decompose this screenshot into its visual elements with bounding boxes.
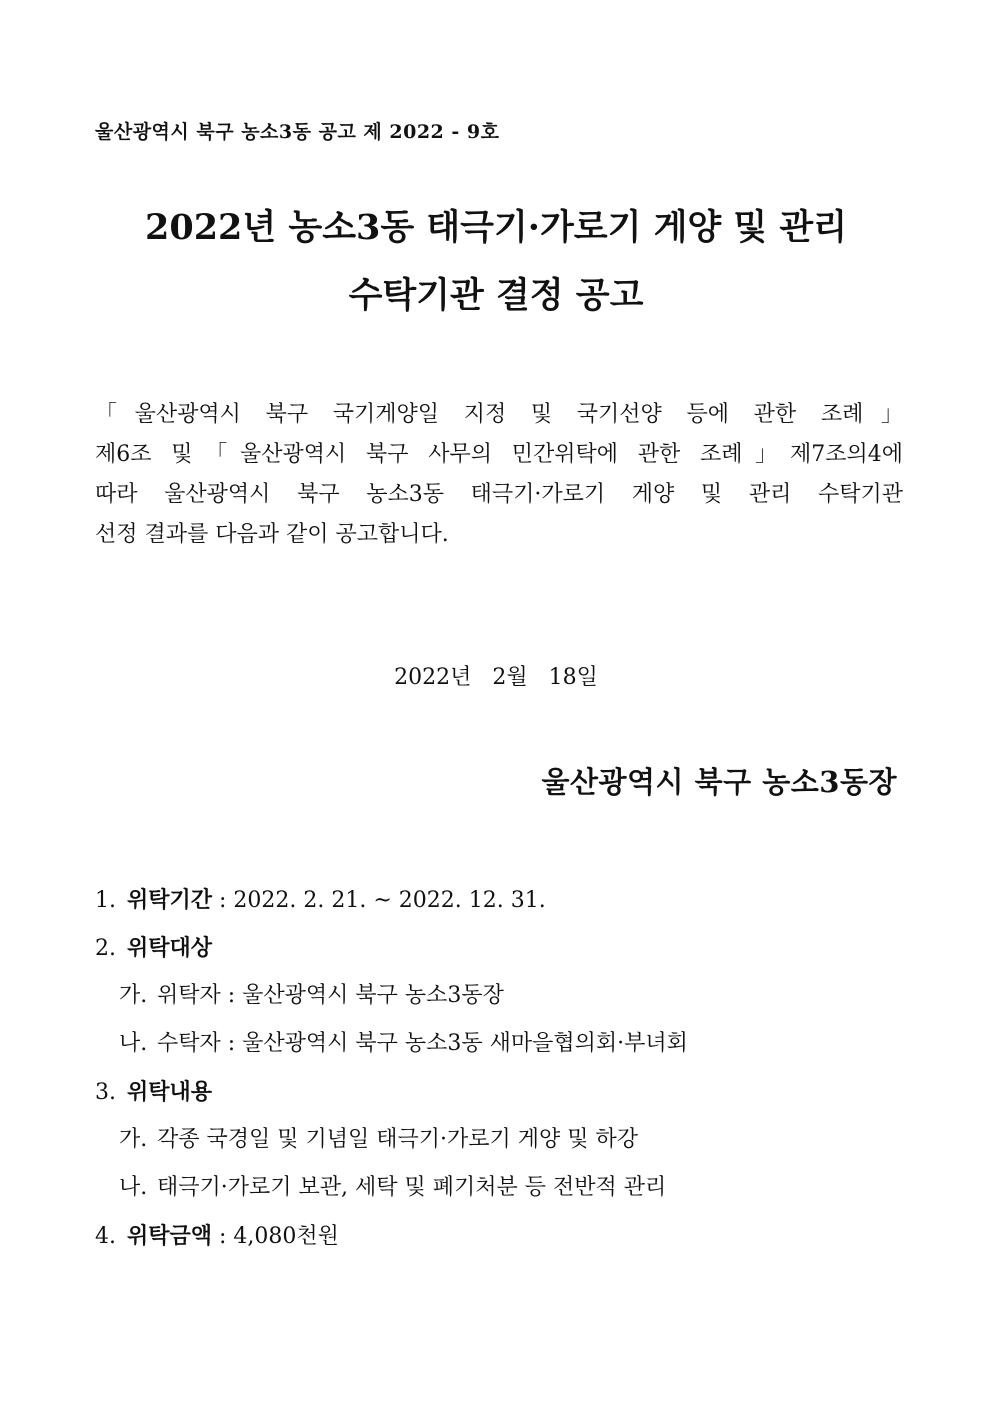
page-title-line-1: 2022년 농소3동 태극기·가로기 게양 및 관리 [144,207,848,248]
item-value: : 2022. 2. 21. ~ 2022. 12. 31. [212,888,546,913]
item-number: 2. [95,936,116,961]
item-content [95,1075,903,1123]
sub-text: 위탁자 : 울산광역시 북구 농소3동장 [157,983,504,1008]
body-line: 제6조 및「울산광역시 북구 사무의 민간위탁에 관한 조례」제7조의4에 [95,442,903,467]
sub-text: 수탁자 : 울산광역시 북구 농소3동 새마을협의회·부녀회 [157,1031,688,1056]
sub-mark: 나. [119,1175,148,1200]
item-target [95,931,903,979]
notice-body [95,395,903,555]
sub-text: 태극기·가로기 보관, 세탁 및 폐기처분 등 전반적 관리 [157,1175,667,1200]
notice-items [95,883,903,1267]
notice-date: 2022년 2월 18일 [394,665,598,690]
item-number: 3. [95,1080,116,1105]
notice-number: 울산광역시 북구 농소3동 공고 제 2022 - 9호 [95,121,500,143]
sub-mark: 가. [119,1127,148,1152]
item-amount [95,1219,903,1267]
item-period [95,883,903,931]
item-number: 4. [95,1224,116,1249]
page-title-line-2: 수탁기관 결정 공고 [348,275,644,316]
item-number: 1. [95,888,116,913]
issuer-name: 울산광역시 북구 농소3동장 [541,765,897,799]
item-content-management [95,1171,903,1219]
sub-text: 각종 국경일 및 기념일 태극기·가로기 게양 및 하강 [157,1127,638,1152]
body-line: 「울산광역시 북구 국기게양일 지정 및 국기선양 등에 관한 조례」 [95,402,903,427]
item-label: 위탁대상 [127,935,213,961]
item-value: : 4,080천원 [212,1224,339,1249]
sub-mark: 가. [119,983,148,1008]
item-target-consignee [95,1027,903,1075]
item-label: 위탁금액 [127,1223,213,1249]
body-line: 선정 결과를 다음과 같이 공고합니다. [95,522,449,547]
item-target-consignor [95,979,903,1027]
sub-mark: 나. [119,1031,148,1056]
item-label: 위탁기간 [127,887,213,913]
item-content-raising [95,1123,903,1171]
body-line: 따라 울산광역시 북구 농소3동 태극기·가로기 게양 및 관리 수탁기관 [95,482,903,507]
item-label: 위탁내용 [127,1079,213,1105]
